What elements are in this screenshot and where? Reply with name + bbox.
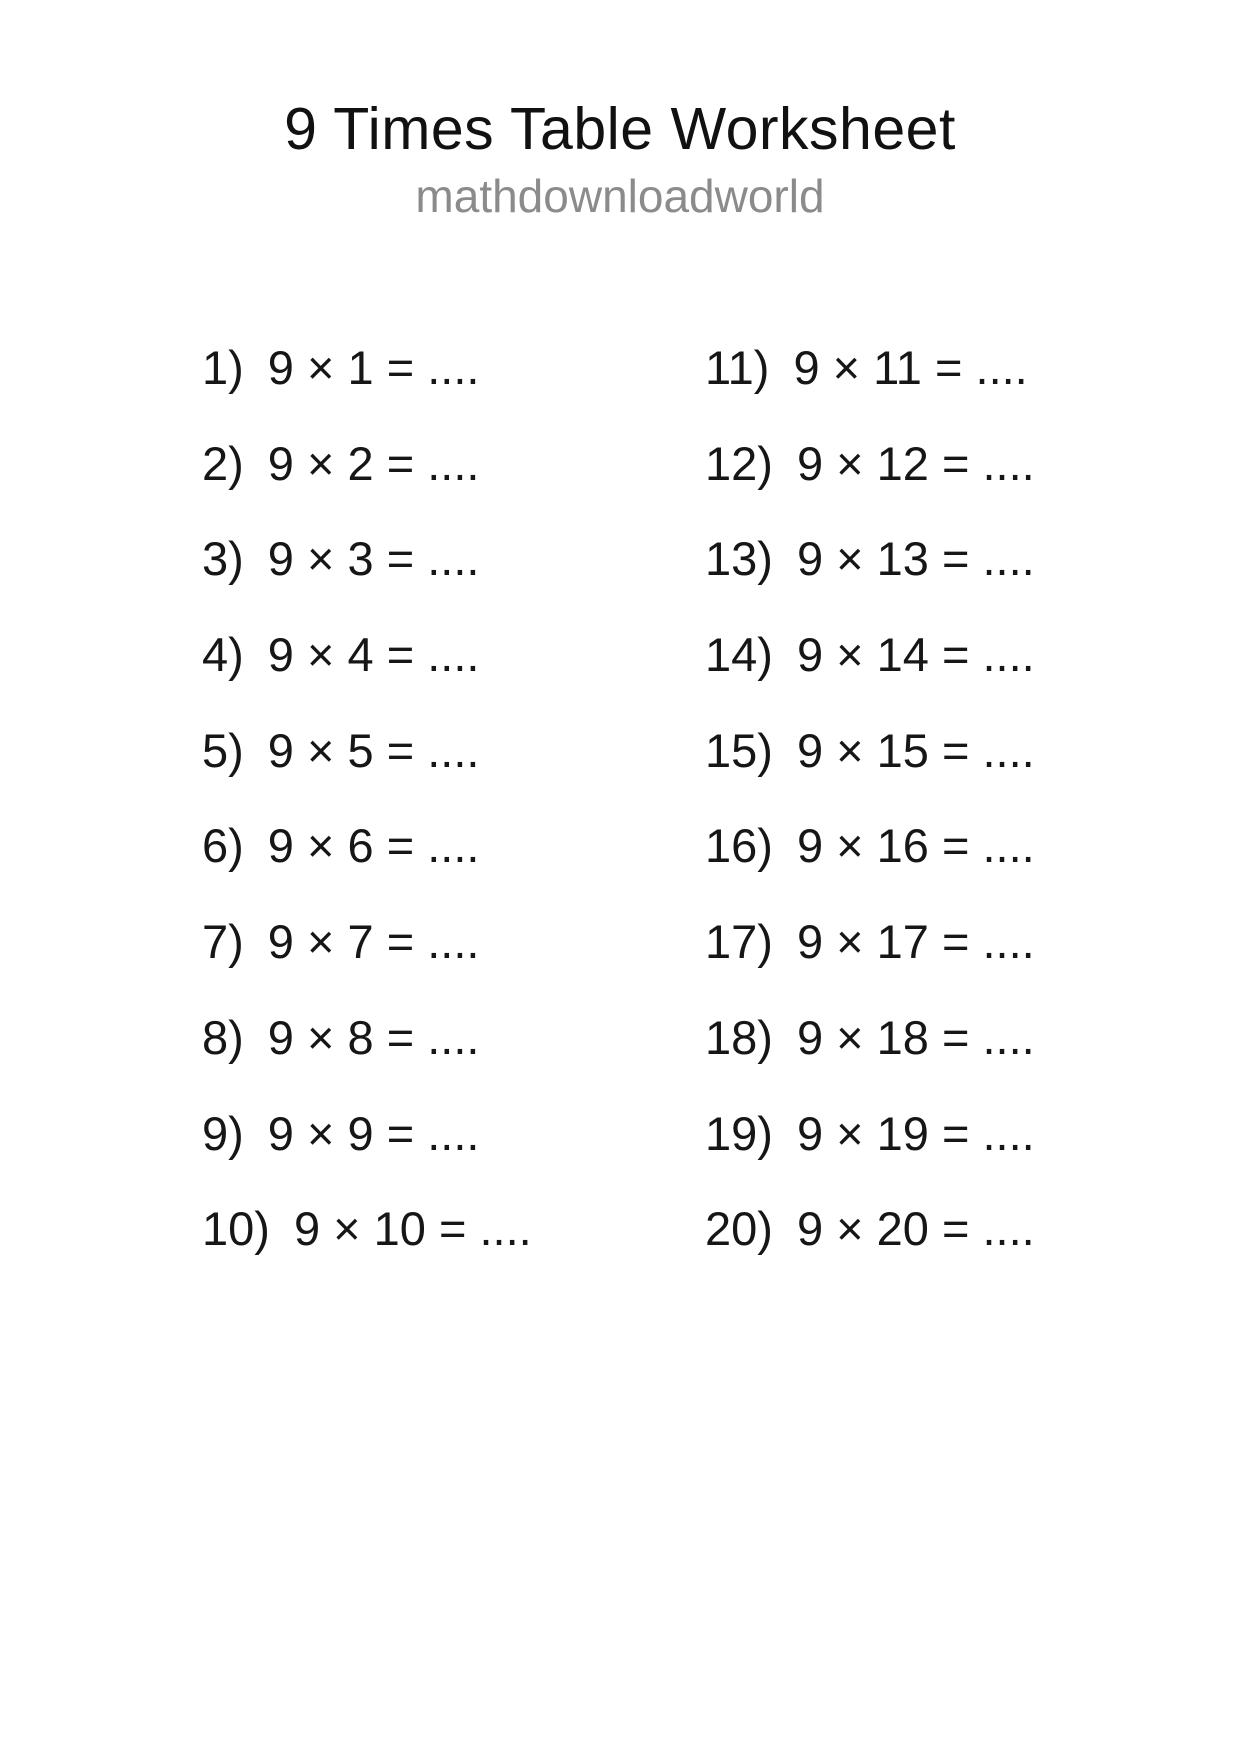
problem-expression: 9 × 13 = ....	[796, 532, 1035, 586]
problem-number: 9)	[202, 1106, 244, 1160]
problem-row	[202, 607, 532, 703]
problem-expression: 9 × 2 = ....	[267, 436, 480, 490]
problem-number: 14)	[705, 628, 773, 682]
problems-column-right	[705, 320, 1035, 1277]
problem-expression: 9 × 6 = ....	[267, 819, 480, 873]
problem-number: 17)	[705, 915, 773, 969]
problem-expression: 9 × 10 = ....	[293, 1202, 532, 1256]
problem-expression: 9 × 3 = ....	[267, 532, 480, 586]
problem-row	[202, 511, 532, 607]
problem-expression: 9 × 12 = ....	[796, 436, 1035, 490]
problem-row	[202, 990, 532, 1086]
problem-number: 4)	[202, 628, 244, 682]
problem-expression: 9 × 11 = ....	[793, 341, 1028, 394]
site-watermark: mathdownloadworld	[415, 170, 825, 222]
problem-number: 18)	[705, 1010, 773, 1064]
problem-number: 11)	[705, 341, 770, 394]
problem-expression: 9 × 9 = ....	[267, 1106, 480, 1160]
problem-row	[202, 320, 532, 416]
problem-row	[705, 894, 1035, 990]
problem-row	[705, 703, 1035, 799]
problem-row	[202, 894, 532, 990]
problem-number: 20)	[705, 1202, 773, 1256]
problem-row	[705, 990, 1035, 1086]
problem-row	[705, 320, 1035, 416]
problem-row	[202, 798, 532, 894]
problem-expression: 9 × 17 = ....	[796, 915, 1035, 969]
problem-expression: 9 × 19 = ....	[796, 1106, 1035, 1160]
problem-row	[705, 1181, 1035, 1277]
problem-expression: 9 × 4 = ....	[267, 628, 480, 682]
problem-number: 6)	[202, 819, 244, 873]
problem-number: 19)	[705, 1106, 773, 1160]
problem-number: 13)	[705, 532, 773, 586]
problem-number: 10)	[202, 1202, 270, 1256]
problem-expression: 9 × 14 = ....	[796, 628, 1035, 682]
problem-row	[202, 1181, 532, 1277]
problem-row	[705, 798, 1035, 894]
problem-expression: 9 × 20 = ....	[796, 1202, 1035, 1256]
problem-expression: 9 × 18 = ....	[796, 1010, 1035, 1064]
problem-number: 7)	[202, 915, 244, 969]
problem-row	[202, 703, 532, 799]
problem-expression: 9 × 15 = ....	[796, 723, 1035, 777]
problem-row	[705, 511, 1035, 607]
problem-expression: 9 × 5 = ....	[267, 723, 480, 777]
problem-row	[705, 607, 1035, 703]
problem-expression: 9 × 16 = ....	[796, 819, 1035, 873]
problem-number: 1)	[202, 341, 244, 394]
page-title: 9 Times Table Worksheet	[284, 96, 956, 162]
problem-number: 12)	[705, 436, 773, 490]
problem-expression: 9 × 8 = ....	[267, 1010, 480, 1064]
problem-row	[202, 1086, 532, 1182]
problem-number: 15)	[705, 723, 773, 777]
problem-expression: 9 × 1 = ....	[267, 341, 480, 394]
problem-row	[705, 416, 1035, 512]
problem-number: 3)	[202, 532, 244, 586]
problem-row	[202, 416, 532, 512]
problem-expression: 9 × 7 = ....	[267, 915, 480, 969]
problem-number: 16)	[705, 819, 773, 873]
problem-row	[705, 1086, 1035, 1182]
problem-number: 2)	[202, 436, 244, 490]
problems-column-left	[202, 320, 532, 1277]
problem-number: 5)	[202, 723, 244, 777]
problem-number: 8)	[202, 1010, 244, 1064]
